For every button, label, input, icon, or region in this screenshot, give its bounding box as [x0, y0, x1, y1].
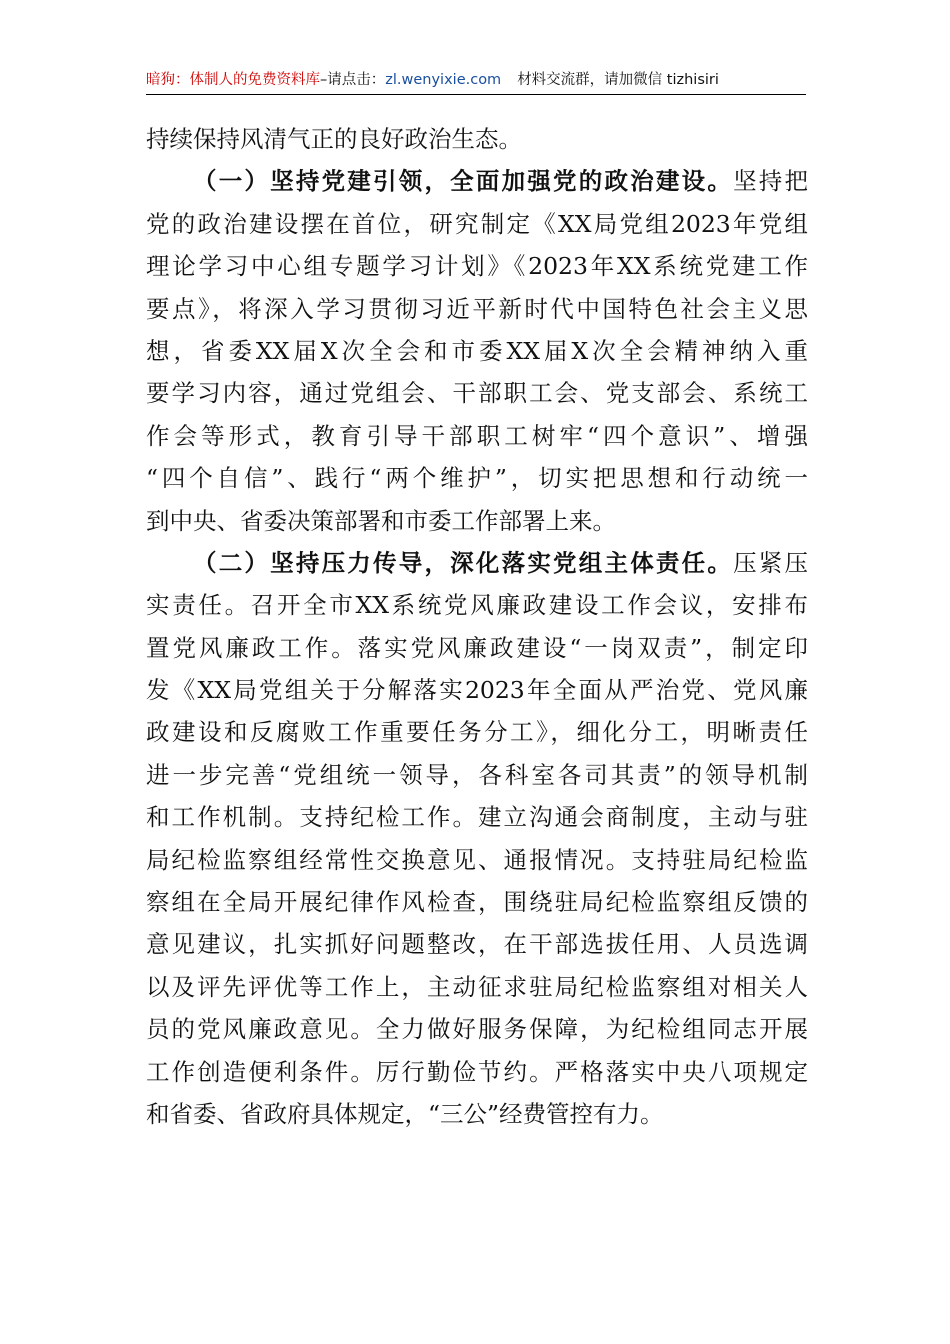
para2-line-4: 政建设和反腐败工作重要任务分工》，细化分工，明晰责任: [146, 718, 808, 747]
para2-line-8: 察组在全局开展纪律作风检查，围绕驻局纪检监察组反馈的: [146, 888, 808, 917]
header-wechat-note: 材料交流群，请加微信 tizhisiri: [517, 72, 719, 88]
para1-line-4: 想，省委XX届X次全会和市委XX届X次全会精神纳入重: [146, 336, 808, 365]
para1-line-1: 党的政治建设摆在首位，研究制定《XX局党组2023年党组: [146, 209, 808, 238]
para1-first-rest: 坚持把: [733, 167, 809, 196]
header-site-name: 暗狗：体制人的免费资料库: [146, 72, 320, 88]
para2-first-line: [146, 542, 808, 584]
para2-line-5: 进一步完善“党组统一领导，各科室各司其责”的领导机制: [146, 760, 808, 789]
para2-line-10: 以及评先评优等工作上，主动征求驻局纪检监察组对相关人: [146, 972, 808, 1001]
para2-line-13: 和省委、省政府具体规定，“三公”经费管控有力。: [146, 1099, 664, 1128]
para1-line-2: 理论学习中心组专题学习计划》《2023年XX系统党建工作: [146, 252, 808, 281]
para2-line-9: 意见建议，扎实抓好问题整改，在干部选拔任用、人员选调: [146, 930, 808, 959]
header-click-prompt: –请点击：: [320, 72, 386, 88]
para2-line-12: 工作创造便利条件。厉行勤俭节约。严格落实中央八项规定: [146, 1057, 808, 1086]
document-body: [146, 118, 808, 1135]
para2-line-3: 发《XX局党组关于分解落实2023年全面从严治党、党风廉: [146, 676, 808, 705]
para2-line-6: 和工作机制。支持纪检工作。建立沟通会商制度，主动与驻: [146, 803, 808, 832]
para2-line-11: 员的党风廉政意见。全力做好服务保障，为纪检组同志开展: [146, 1015, 808, 1044]
para2-heading: （二）坚持压力传导，深化落实党组主体责任。: [193, 548, 734, 577]
header-link[interactable]: zl.wenyixie.com: [385, 72, 502, 88]
para1-line-5: 要学习内容，通过党组会、干部职工会、党支部会、系统工: [146, 379, 808, 408]
para2-line-7: 局纪检监察组经常性交换意见、通报情况。支持驻局纪检监: [146, 845, 808, 874]
para1-line-8: 到中央、省委决策部署和市委工作部署上来。: [146, 506, 616, 535]
para1-line-3: 要点》，将深入学习贯彻习近平新时代中国特色社会主义思: [146, 294, 808, 323]
para2-line-2: 置党风廉政工作。落实党风廉政建设“一岗双责”，制定印: [146, 633, 808, 662]
para1-heading: （一）坚持党建引领，全面加强党的政治建设。: [193, 167, 734, 196]
page-header: [146, 68, 806, 95]
para1-line-7: “四个自信”、践行“两个维护”，切实把思想和行动统一: [146, 464, 808, 493]
para1-line-6: 作会等形式，教育引导干部职工树牢“四个意识”、增强: [146, 421, 808, 450]
para1-first-line: [146, 160, 808, 202]
para2-first-rest: 压紧压: [733, 548, 809, 577]
body-line-1: 持续保持风清气正的良好政治生态。: [146, 125, 522, 153]
para2-line-1: 实责任。召开全市XX系统党风廉政建设工作会议，安排布: [146, 591, 808, 620]
